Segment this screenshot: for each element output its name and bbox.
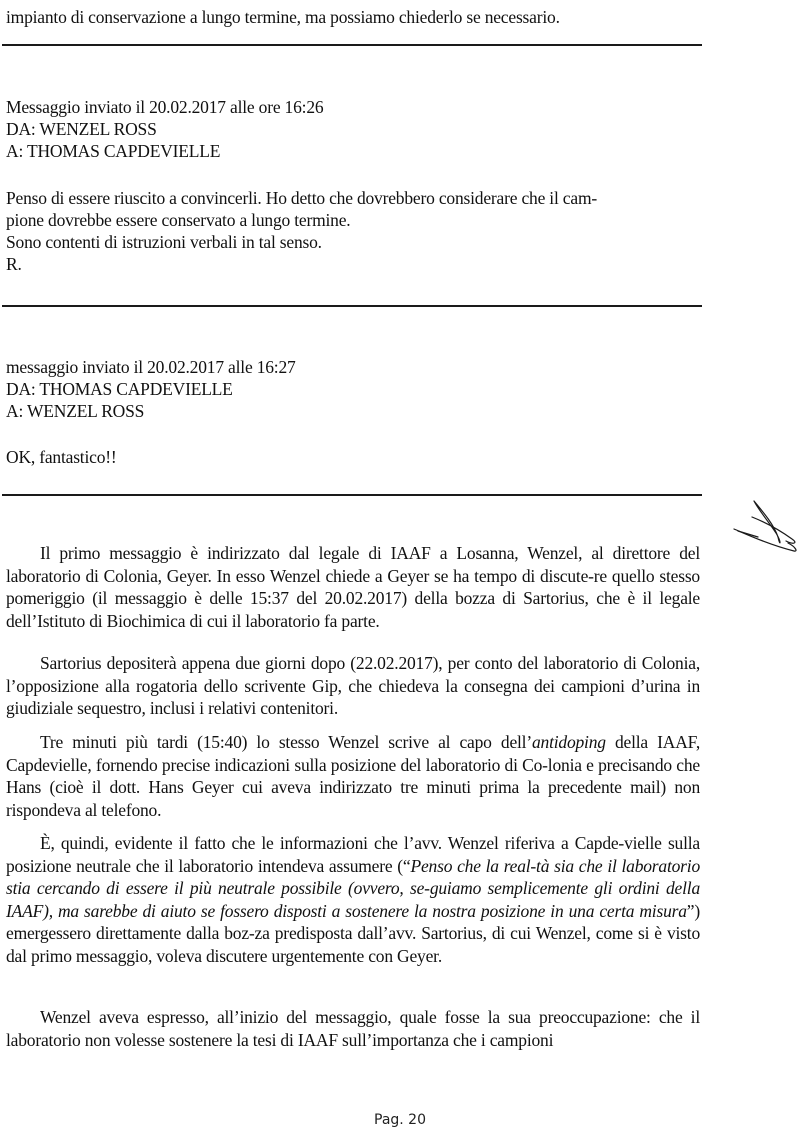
message-2-from: DA: THOMAS CAPDEVIELLE xyxy=(6,379,233,399)
paragraph-text: ”) emergessero direttamente dalla boz-za predisposta dall’avv. Sartorius, di cui Wenzel, come si è visto dal primo messaggio, voleva discutere urgentemente con Geyer. xyxy=(6,900,700,966)
top-fragment: impianto di conservazione a lungo termine, ma possiamo chiederlo se necessario. xyxy=(6,7,560,27)
message-1-sent: Messaggio inviato il 20.02.2017 alle ore 16:26 xyxy=(6,97,324,117)
paragraph-italic: antidoping xyxy=(531,732,606,752)
separator-rule xyxy=(2,494,702,496)
message-2-to: A: WENZEL ROSS xyxy=(6,401,145,421)
message-1-body-line: Penso di essere riuscito a convincerli. Ho detto che dovrebbero considerare che il cam- xyxy=(6,188,597,208)
paragraph: Wenzel aveva espresso, all’inizio del messaggio, quale fosse la sua preoccupazione: che il laboratorio non volesse sostenere la tesi di IAAF sull’importanza che i campioni xyxy=(6,1007,700,1050)
message-1-from: DA: WENZEL ROSS xyxy=(6,119,157,139)
paragraph: Il primo messaggio è indirizzato dal legale di IAAF a Losanna, Wenzel, al direttore del laboratorio di Colonia, Geyer. In esso Wenzel chiede a Geyer se ha tempo di discute-re quello stesso pomeriggio (il messaggio è delle 15:37 del 20.02.2017) della bozza di Sartorius, che è il legale dell’Istituto di Biochimica di cui il laboratorio fa parte. xyxy=(6,543,700,631)
message-1-body-line: Sono contenti di istruzioni verbali in tal senso. xyxy=(6,232,322,252)
paragraph: Sartorius depositerà appena due giorni dopo (22.02.2017), per conto del laboratorio di Colonia, l’opposizione alla rogatoria dello scrivente Gip, che chiedeva la consegna dei campioni d’urina in giudiziale sequestro, inclusi i relativi contenitori. xyxy=(6,653,700,718)
signature-stroke xyxy=(738,531,758,537)
paragraph-italic-quote: Penso che la real-tà sia che il laboratorio stia cercando di essere il più neutrale possibile (ovvero, se-guiamo semplicemente gli ordini della IAAF), ma sarebbe di aiuto se fossero disposti a sostenere la nostra posizione in una certa misura xyxy=(6,855,700,921)
message-1-body-line: pione dovrebbe essere conservato a lungo termine. xyxy=(6,210,351,230)
paragraph xyxy=(6,832,700,967)
paragraph-text: della IAAF, Capdevielle, fornendo precise indicazioni sulla posizione del laboratorio di Co-lonia e precisando che Hans (cioè il dott. Hans Geyer cui aveva indirizzato tre minuti prima la precedente mail) non rispondeva al telefono. xyxy=(6,732,700,820)
handwritten-signature xyxy=(728,495,800,560)
message-1-to: A: THOMAS CAPDEVIELLE xyxy=(6,141,221,161)
separator-rule xyxy=(2,305,702,307)
paragraph xyxy=(6,731,700,821)
paragraph-text: Tre minuti più tardi (15:40) lo stesso Wenzel scrive al capo dell’ xyxy=(40,732,532,752)
message-2-body-line: OK, fantastico!! xyxy=(6,447,117,467)
message-1-body-line: R. xyxy=(6,254,22,274)
page-number: Pag. 20 xyxy=(374,1112,426,1128)
message-2-sent: messaggio inviato il 20.02.2017 alle 16:27 xyxy=(6,357,296,377)
separator-rule xyxy=(2,44,702,46)
paragraph-text: È, quindi, evidente il fatto che le informazioni che l’avv. Wenzel riferiva a Capde-vielle sulla posizione neutrale che il laboratorio intendeva assumere (“ xyxy=(6,833,700,876)
